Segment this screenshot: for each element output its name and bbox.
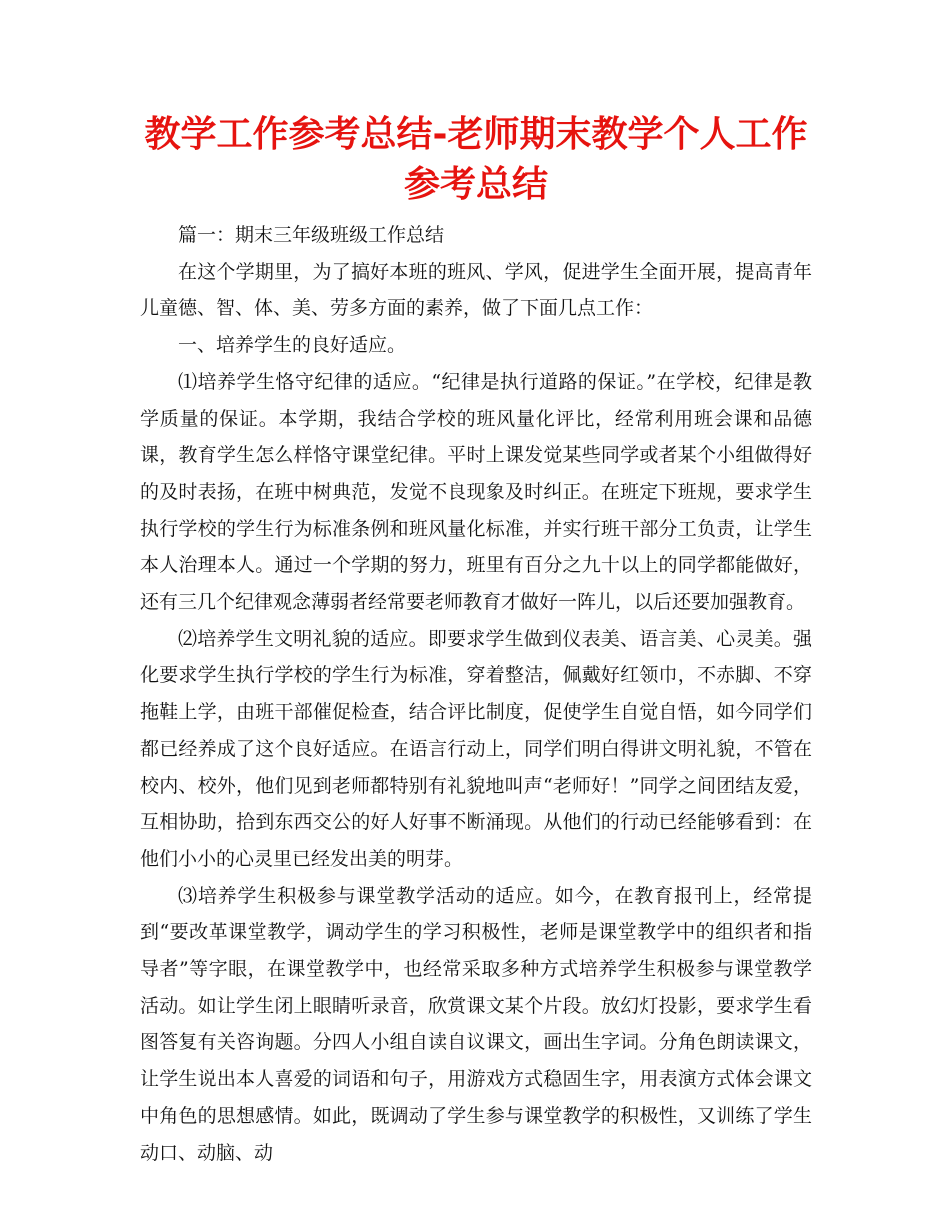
section-heading: 篇一：期末三年级班级工作总结 [178, 224, 445, 246]
body-paragraph: ⑶培养学生积极参与课堂教学活动的适应。如今，在教育报刊上，经常提到“要改革课堂教学，调动学生的学习积极性，老师是课堂教学中的组织者和指导者”等字眼，在课堂教学中，也经常采取多种方式培养学生积极参与课堂教学活动。如让学生闭上眼睛听录音，欣赏课文某个片段。放幻灯投影，要求学生看图答复有关咨询题。分四人小组自读自议课文，画出生字词。分角色朗读课文，让学生说出本人喜爱的词语和句子，用游戏方式稳固生字，用表演方式体会课文中角色的思想感情。如此，既调动了学生参与课堂教学的积极性，又训练了学生动口、动脑、动 [140, 884, 812, 1164]
intro-paragraph: 在这个学期里，为了搞好本班的班风、学风，促进学生全面开展，提高青年儿童德、智、体、美、劳多方面的素养，做了下面几点工作： [140, 260, 812, 320]
subsection-heading: 一、培养学生的良好适应。 [178, 334, 407, 357]
body-paragraph: ⑴培养学生恪守纪律的适应。“纪律是执行道路的保证。”在学校，纪律是教学质量的保证。本学期，我结合学校的班风量化评比，经常利用班会课和品德课，教育学生怎么样恪守课堂纪律。平时上课发觉某些同学或者某个小组做得好的及时表扬，在班中树典范，发觉不良现象及时纠正。在班定下班规，要求学生执行学校的学生行为标准条例和班风量化标准，并实行班干部分工负责，让学生本人治理本人。通过一个学期的努力，班里有百分之九十以上的同学都能做好，还有三几个纪律观念薄弱者经常要老师教育才做好一阵儿，以后还要加强教育。 [140, 370, 812, 614]
document-title: 教学工作参考总结-老师期末教学个人工作参考总结 [144, 114, 808, 205]
body-paragraph: ⑵培养学生文明礼貌的适应。即要求学生做到仪表美、语言美、心灵美。强化要求学生执行学校的学生行为标准，穿着整洁，佩戴好红领巾，不赤脚、不穿拖鞋上学，由班干部催促检查，结合评比制度，促使学生自觉自悟，如今同学们都已经养成了这个良好适应。在语言行动上，同学们明白得讲文明礼貌，不管在校内、校外，他们见到老师都特别有礼貌地叫声“老师好！”同学之间团结友爱，互相协助，拾到东西交公的好人好事不断涌现。从他们的行动已经能够看到：在他们小小的心灵里已经发出美的明芽。 [140, 627, 812, 870]
document-body [140, 217, 812, 1171]
document-page [140, 110, 812, 1171]
